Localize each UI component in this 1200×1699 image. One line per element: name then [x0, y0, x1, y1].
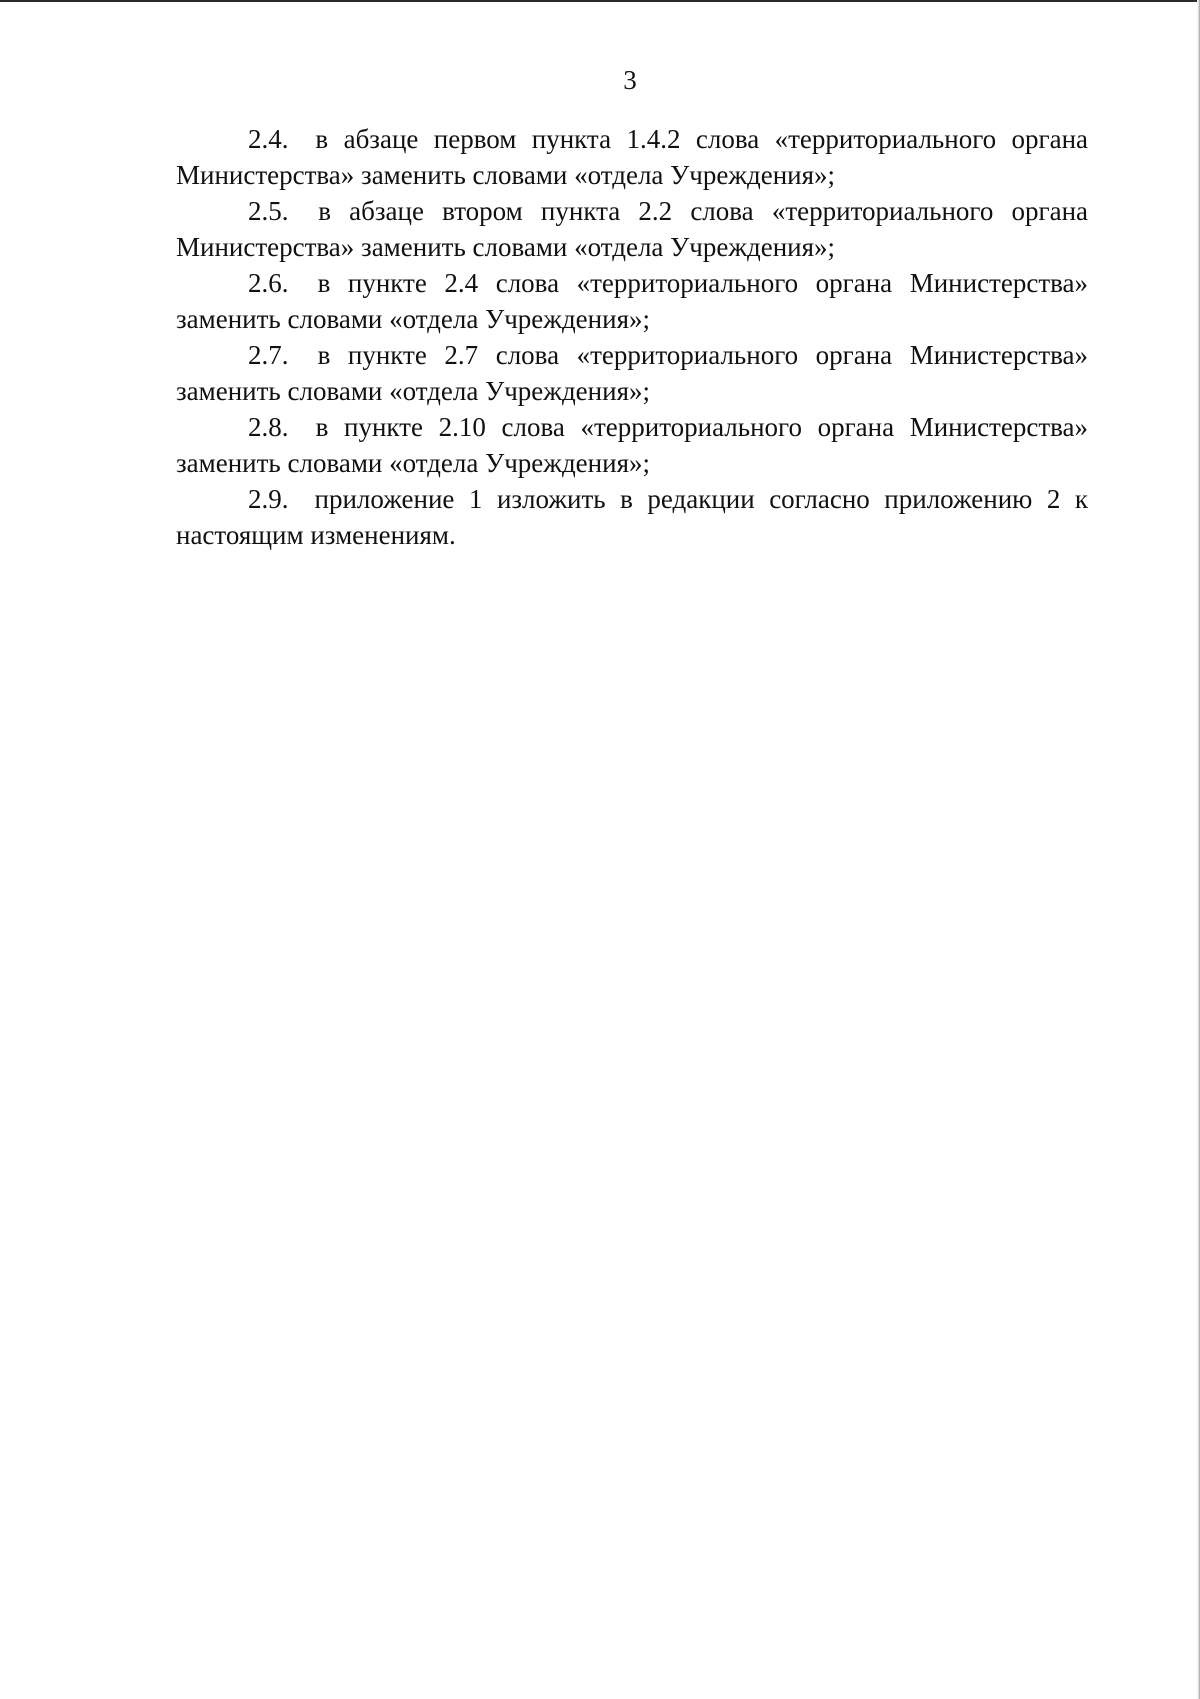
paragraph-text: в пункте 2.10 слова «территориального органа Министерства» заменить словами «отдела Учреждения»;: [176, 412, 1088, 478]
paragraph-text: в абзаце втором пункта 2.2 слова «территориального органа Министерства» заменить словами «отдела Учреждения»;: [176, 196, 1089, 262]
paragraph-text: в пункте 2.4 слова «территориального органа Министерства» заменить словами «отдела Учреждения»;: [176, 268, 1088, 334]
paragraph-text: приложение 1 изложить в редакции согласно приложению 2 к настоящим изменениям.: [176, 484, 1089, 550]
document-body: [176, 121, 1088, 553]
paragraph-2-8: [176, 409, 1088, 481]
page-number: 3: [623, 65, 637, 95]
paragraph-number: 2.9.: [248, 484, 289, 514]
paragraph-2-4: [176, 121, 1088, 193]
paragraph-number: 2.7.: [248, 340, 289, 370]
paragraph-number: 2.5.: [248, 196, 289, 226]
paragraph-2-9: [176, 481, 1088, 553]
paragraph-number: 2.4.: [248, 124, 289, 154]
scan-edge-top: [0, 0, 1200, 2]
paragraph-text: в пункте 2.7 слова «территориального органа Министерства» заменить словами «отдела Учреждения»;: [176, 340, 1088, 406]
paragraph-2-5: [176, 193, 1088, 265]
paragraph-number: 2.8.: [248, 412, 289, 442]
paragraph-2-6: [176, 265, 1088, 337]
paragraph-number: 2.6.: [248, 268, 289, 298]
paragraph-2-7: [176, 337, 1088, 409]
paragraph-text: в абзаце первом пункта 1.4.2 слова «территориального органа Министерства» заменить словами «отдела Учреждения»;: [176, 124, 1088, 190]
